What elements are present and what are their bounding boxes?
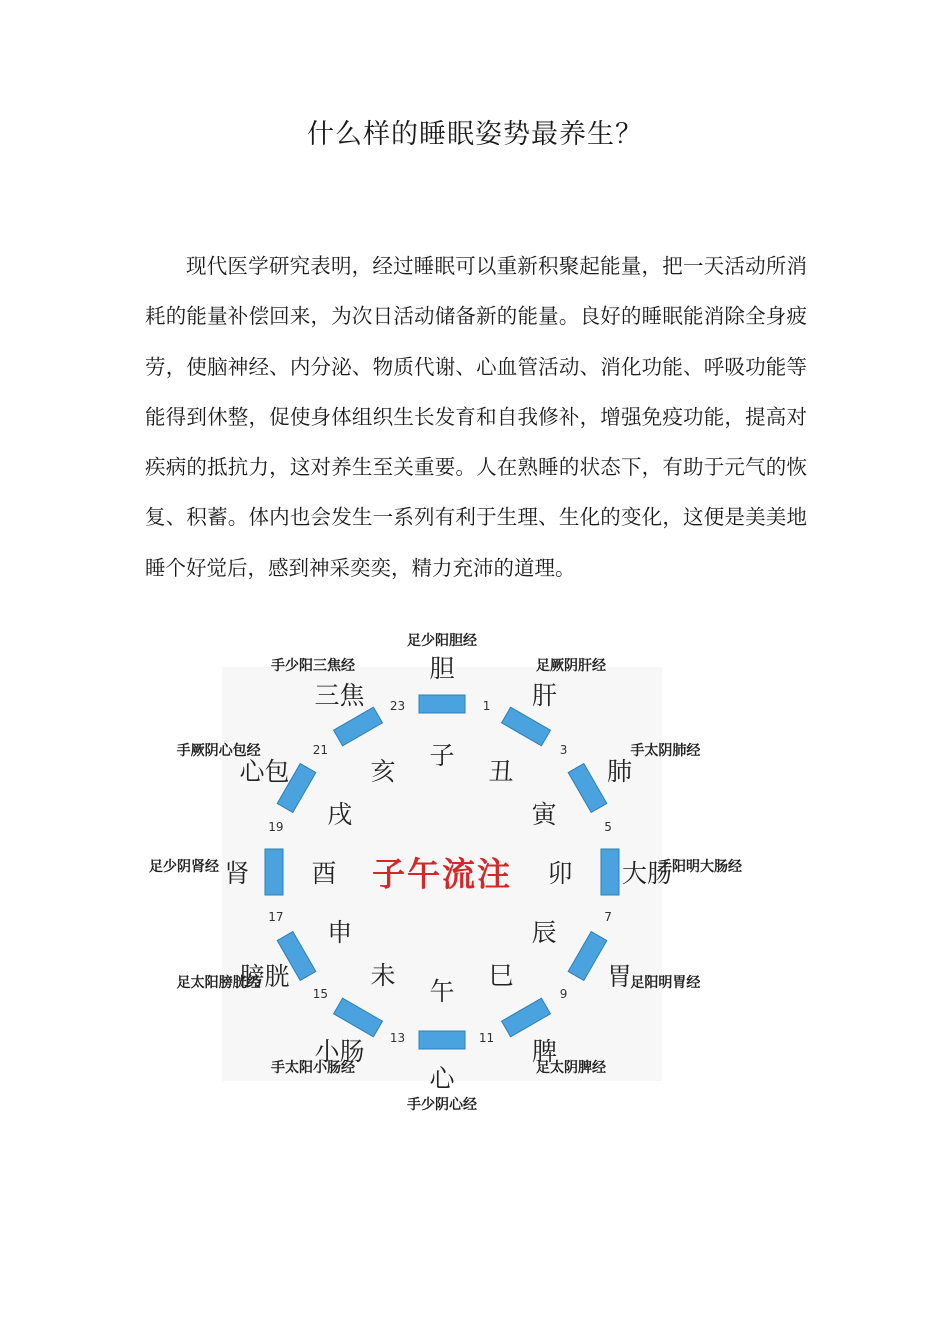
diagram-center-title: 子午流注 [372,854,512,894]
branch-label: 辰 [531,918,557,947]
hour-number: 13 [389,1031,406,1046]
branch-label: 子 [429,741,455,770]
meridian-label: 足太阳膀胱经 [176,975,261,991]
hour-number: 5 [604,820,612,835]
organ-label: 肺 [607,756,633,786]
segment-bar [502,707,551,746]
organ-label: 肝 [531,681,558,711]
organ-label: 小肠 [314,1036,365,1066]
hour-number: 17 [268,909,284,924]
hour-number: 15 [312,986,329,1001]
segment-bar [568,932,607,981]
organ-label: 肾 [224,859,250,888]
meridian-label: 手少阳三焦经 [271,658,355,675]
branch-label: 戌 [327,800,353,829]
segment-bar [334,707,383,746]
hour-number: 1 [482,698,491,713]
branch-label: 申 [327,918,353,947]
hour-number: 23 [389,698,406,713]
body-paragraph: 现代医学研究表明，经过睡眠可以重新积聚起能量，把一天活动所消耗的能量补偿回来，为次日活动储备新的能量。良好的睡眠能消除全身疲劳，使脑神经、内分泌、物质代谢、心血管活动、消化功能、呼吸功能等能得到休整，促使身体组织生长发育和自我修补，增强免疫功能，提高对疾病的抵抗力，这对养生至关重要。人在熟睡的状态下，有助于元气的恢复、积蓄。体内也会发生一系列有利于生理、生化的变化，这便是美美地睡个好觉后，感到神采奕奕，精力充沛的道理。 [145,254,807,580]
organ-label: 大肠 [621,859,673,888]
branch-label: 酉 [311,859,337,888]
meridian-label: 足阳明胃经 [630,975,701,991]
hour-number: 21 [312,743,329,758]
meridian-label: 足厥阴肝经 [536,658,606,675]
organ-label: 心包 [239,756,290,786]
hour-number: 11 [478,1031,495,1046]
branch-label: 卯 [547,859,573,888]
hour-number: 19 [268,820,284,835]
branch-label: 寅 [531,800,557,829]
meridian-label: 足少阳胆经 [407,633,477,649]
segment-bar [601,849,619,895]
meridian-label: 足太阴脾经 [536,1059,606,1076]
organ-label: 脾 [531,1036,558,1066]
branch-label: 亥 [370,756,396,786]
hour-number: 3 [559,743,568,758]
segment-bar [568,764,607,813]
meridian-label: 手阳明大肠经 [658,859,742,875]
organ-label: 胃 [607,961,633,991]
meridian-label: 手厥阴心包经 [176,743,261,759]
segment-bar [419,695,465,713]
segment-bar [265,849,283,895]
meridian-label: 手太阴肺经 [630,743,701,759]
organ-label: 心 [429,1064,455,1093]
branch-label: 午 [429,977,455,1006]
page-title: 什么样的睡眠姿势最养生？ [307,119,643,150]
meridian-label: 足少阴肾经 [149,859,219,875]
meridian-label: 手太阳小肠经 [271,1059,355,1076]
hour-number: 7 [604,909,612,924]
hour-number: 9 [559,986,568,1001]
organ-label: 膀胱 [239,961,290,991]
ziwu-liuzhu-diagram [149,633,742,1113]
organ-label: 三焦 [314,681,365,711]
branch-label: 丑 [488,756,514,786]
branch-label: 未 [370,961,396,991]
branch-label: 巳 [488,961,514,991]
organ-label: 胆 [429,654,455,683]
meridian-label: 手少阴心经 [407,1097,477,1113]
segment-bar [419,1031,465,1049]
